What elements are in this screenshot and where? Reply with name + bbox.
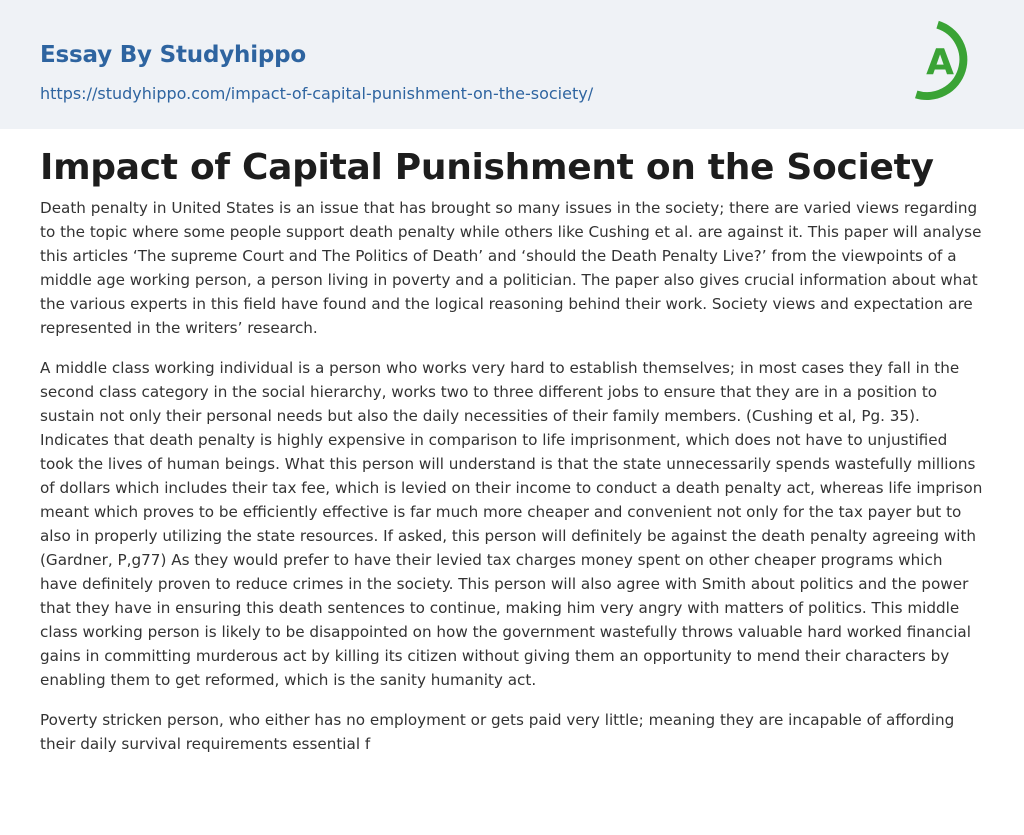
- article-paragraph: A middle class working individual is a person who works very hard to establish themselves; in most cases they fall in the second class category in the social hierarchy, works two to three different jobs to ensure that they are in a position to sustain not only their personal needs but also the daily necessities of their family members. (Cushing et al, Pg. 35). Indicates that death penalty is highly expensive in comparison to life imprisonment, which does not have to unjustified took the lives of human beings. What this person will understand is that the state unnecessarily spends wastefully millions of dollars which includes their tax fee, which is levied on their income to conduct a death penalty act, whereas life imprison meant which proves to be efficiently effective is far much more cheaper and convenient not only for the tax payer but to also in properly utilizing the state resources. If asked, this person will definitely be against the death penalty agreeing with (Gardner, P,g77) As they would prefer to have their levied tax charges money spent on other cheaper programs which have definitely proven to reduce crimes in the society. This person will also agree with Smith about politics and the power that they have in ensuring this death sentences to continue, making him very angry with matters of politics. This middle class working person is likely to be disappointed on how the government wastefully throws valuable hard worked financial gains in committing murderous act by killing its citizen without giving them an opportunity to mend their characters by enabling them to get reformed, which is the sanity humanity act.: [40, 359, 983, 689]
- logo-letter: A: [926, 42, 954, 83]
- site-brand[interactable]: Essay By Studyhippo: [40, 42, 307, 68]
- studyhippo-logo[interactable]: [904, 17, 988, 107]
- article-title: Impact of Capital Punishment on the Society: [40, 147, 934, 188]
- site-header: [0, 0, 1024, 129]
- article-paragraph: Poverty stricken person, who either has no employment or gets paid very little; meaning they are incapable of affording their daily survival requirements essential f: [40, 711, 955, 753]
- article-paragraph: Death penalty in United States is an issue that has brought so many issues in the society; there are varied views regarding to the topic where some people support death penalty while others like Cushing et al. are against it. This paper will analyse this articles ‘The supreme Court and The Politics of Death’ and ‘should the Death Penalty Live?’ from the viewpoints of a middle age working person, a person living in poverty and a politician. The paper also gives crucial information about what the various experts in this field have found and the logical reasoning behind their work. Society views and expectation are represented in the writers’ research.: [40, 199, 982, 337]
- article-url-link[interactable]: https://studyhippo.com/impact-of-capital-punishment-on-the-society/: [40, 84, 594, 103]
- article-body: [40, 140, 984, 772]
